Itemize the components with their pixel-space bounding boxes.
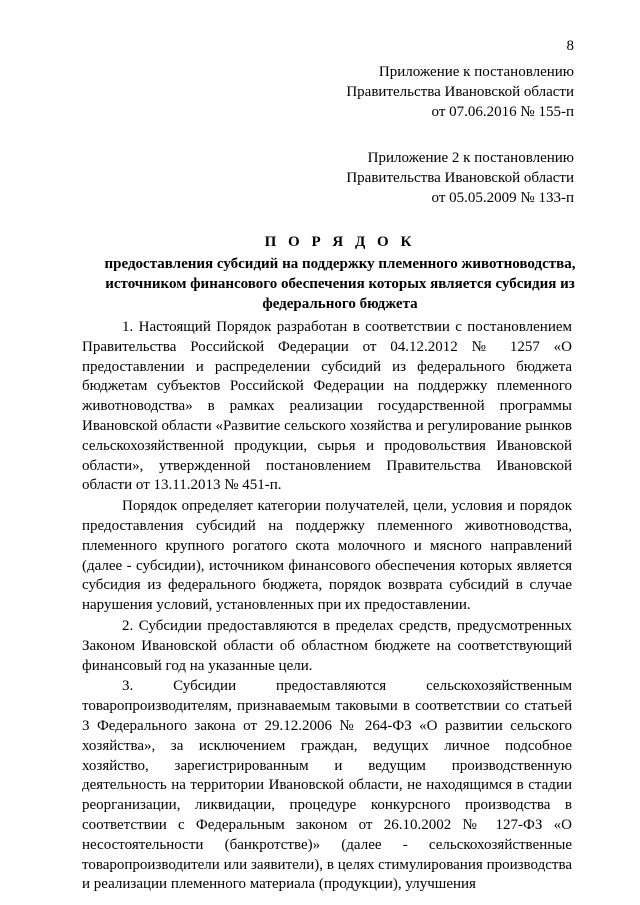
- page-number: 8: [566, 38, 574, 54]
- appendix-line: от 07.06.2016 № 155-п: [431, 104, 574, 120]
- appendix-header-original: [274, 148, 574, 208]
- title-main: П О Р Я Д О К: [264, 234, 416, 250]
- paragraph: 2. Субсидии предоставляются в пределах средств, предусмотренных Законом Ивановской области об областном бюджете на соответствующий финансовый год на указанные цели.: [82, 617, 572, 674]
- appendix-line: Правительства Ивановской области: [346, 170, 574, 186]
- paragraph: Порядок определяет категории получателей, цели, условия и порядок предоставления субсидий на поддержку племенного животноводства, племенного крупного рогатого скота молочного и мясного направлений (далее - субсидии), источником финансового обеспечения которых является субсидия из федерального бюджета, порядок возврата субсидий в случае нарушения условий, установленных при их предоставлении.: [82, 498, 572, 614]
- appendix-line: Приложение 2 к постановлению: [367, 150, 574, 166]
- paragraph: 1. Настоящий Порядок разработан в соответствии с постановлением Правительства Российской Федерации от 04.12.2012 № 1257 «О предоставлении и распределении субсидий из федерального бюджета бюджетам субъектов Российской Федерации на поддержку племенного животноводства» в рамках реализации государственной программы Ивановской области «Развитие сельского хозяйства и регулирование рынков сельскохозяйственной продукции, сырья и продовольствия Ивановской области», утвержденной постановлением Правительства Ивановской области от 13.11.2013 № 451-п.: [82, 319, 572, 494]
- document-body: [82, 318, 572, 896]
- appendix-header-current: [274, 62, 574, 122]
- appendix-line: Правительства Ивановской области: [346, 84, 574, 100]
- document-title: [100, 232, 580, 314]
- title-subtitle: предоставления субсидий на поддержку племенного животноводства, источником финансового обеспечения которых является субсидия из федерального бюджета: [104, 256, 576, 312]
- paragraph: 3. Субсидии предоставляются сельскохозяйственным товаропроизводителям, признаваемым таковыми в соответствии со статьей 3 Федерального закона от 29.12.2006 № 264-ФЗ «О развитии сельского хозяйства», за исключением граждан, ведущих личное подсобное хозяйство, зарегистрированным и ведущим производственную деятельность на территории Ивановской области, не находящимся в стадии реорганизации, ликвидации, процедуре конкурсного производства в соответствии с Федеральным законом от 26.10.2002 № 127-ФЗ «О несостоятельности (банкротстве)» (далее - сельскохозяйственные товаропроизводители или заявители), в целях стимулирования производства и реализации племенного материала (продукции), улучшения: [82, 678, 572, 893]
- appendix-line: Приложение к постановлению: [378, 64, 574, 80]
- appendix-line: от 05.05.2009 № 133-п: [431, 190, 574, 206]
